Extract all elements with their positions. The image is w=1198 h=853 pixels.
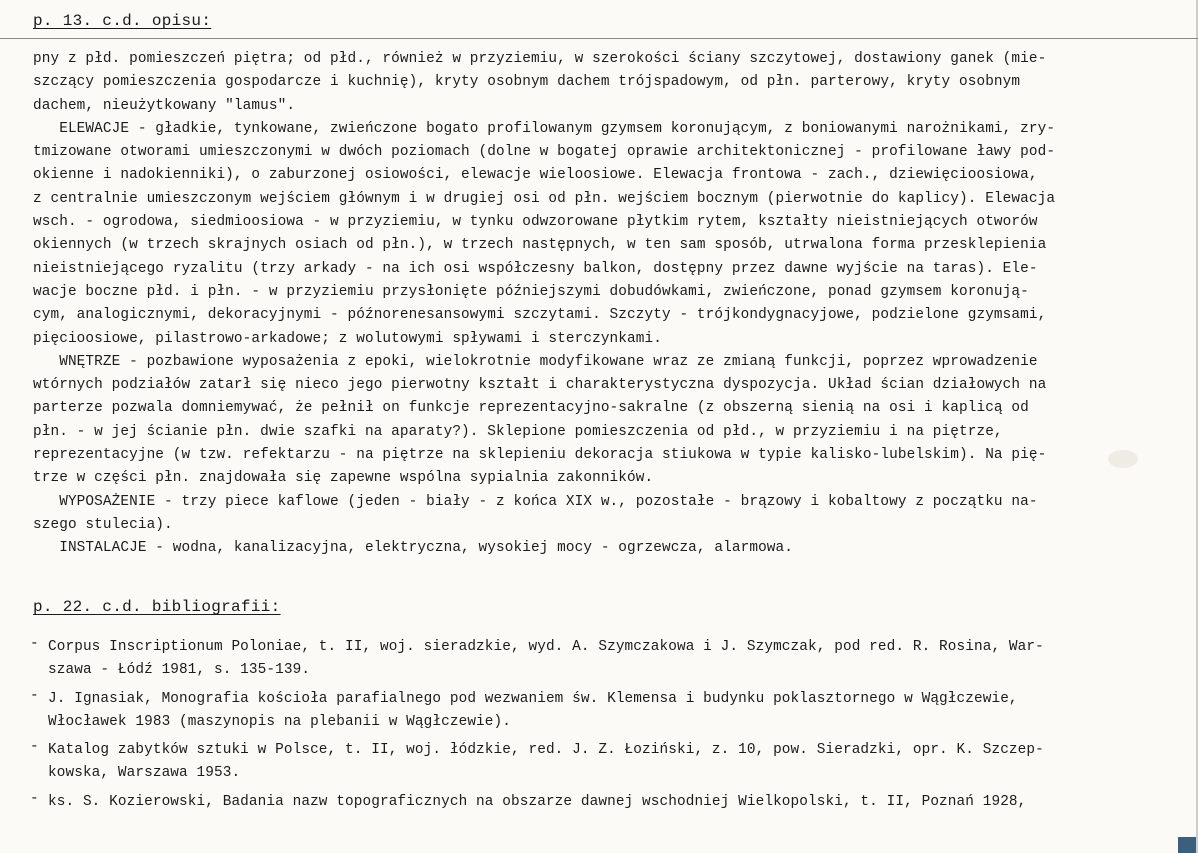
text-line: reprezentacyjne (w tzw. refektarzu - na piętrze na sklepieniu dekoracja stiukowa w typie kalisko-lubelskim). Na pię- xyxy=(33,447,1047,464)
text-line: z centralnie umieszczonym wejściem głównym i w drugiej osi od płn. wejściem bocznym (pierwotnie do kaplicy). Elewacja xyxy=(33,190,1056,207)
bibliography-item xyxy=(30,636,1180,683)
paper-smudge xyxy=(1108,450,1138,468)
bullet-dash: - xyxy=(30,636,39,652)
bibliography-item xyxy=(30,688,1180,735)
text-line: szczący pomieszczenia gospodarcze i kuchnię), kryty osobnym dachem trójspadowym, od płn. parterowy, kryty osobnym xyxy=(33,74,1021,91)
text-line: wtórnych podziałów zatarł się nieco jego pierwotny kształt i charakterystyczna dyspozycja. Układ ścian działowych na xyxy=(33,377,1047,394)
bibliography-header: p. 22. c.d. bibliografii: xyxy=(33,598,281,616)
text-line: INSTALACJE - wodna, kanalizacyjna, elektryczna, wysokiej mocy - ogrzewcza, alarmowa. xyxy=(33,540,794,557)
text-line: dachem, nieużytkowany "lamus". xyxy=(33,97,296,114)
section-header: p. 13. c.d. opisu: xyxy=(33,12,212,30)
text-line: wacje boczne płd. i płn. - w przyziemiu przysłonięte późniejszymi dobudówkami, zwieńczone, ponad gzymsem koronują- xyxy=(33,283,1029,300)
description-body xyxy=(33,48,1173,561)
bibliography-line: Włocławek 1983 (maszynopis na plebanii w Wągłczewie). xyxy=(48,713,511,730)
bibliography-line: szawa - Łódź 1981, s. 135-139. xyxy=(48,662,311,679)
bibliography-list xyxy=(30,636,1180,819)
bibliography-item xyxy=(30,791,1180,814)
divider xyxy=(0,38,1198,39)
text-line: wsch. - ogrodowa, siedmioosiowa - w przyziemiu, w tynku odwzorowane płytkim rytem, kształty nieistniejących otworów xyxy=(33,214,1038,231)
bullet-dash: - xyxy=(30,687,39,704)
text-line: okienne i nadokienniki), o zaburzonej osiowości, elewacje wieloosiowe. Elewacja frontowa - zach., dziewięcioosiowa, xyxy=(33,167,1038,184)
bullet-dash: - xyxy=(30,790,39,807)
bibliography-line: J. Ignasiak, Monografia kościoła parafialnego pod wezwaniem św. Klemensa i budynku poklasztornego w Wągłczewie, xyxy=(48,690,1018,707)
bullet-dash: - xyxy=(30,739,39,756)
text-line: pięcioosiowe, pilastrowo-arkadowe; z wolutowymi spływami i sterczynkami. xyxy=(33,330,662,347)
bibliography-line: kowska, Warszawa 1953. xyxy=(48,765,241,782)
bibliography-line: ks. S. Kozierowski, Badania nazw topograficznych na obszarze dawnej wschodniej Wielkopolski, t. II, Poznań 1928, xyxy=(48,793,1027,810)
corner-marker xyxy=(1178,837,1196,853)
text-line: ELEWACJE - gładkie, tynkowane, zwieńczone bogato profilowanym gzymsem koronującym, z boniowanymi narożnikami, zry- xyxy=(33,120,1056,137)
text-line: nieistniejącego ryzalitu (trzy arkady - na ich osi współczesny balkon, dostępny przez dawne wyjście na taras). Ele- xyxy=(33,260,1038,277)
text-line: cym, analogicznymi, dekoracyjnymi - późnorenesansowymi szczytami. Szczyty - trójkondygnacyjowe, podzielone gzymsami, xyxy=(33,307,1047,324)
bibliography-line: Katalog zabytków sztuki w Polsce, t. II, woj. łódzkie, red. J. Z. Łoziński, z. 10, pow. Sieradzki, opr. K. Szczep- xyxy=(48,742,1044,759)
text-line: WNĘTRZE - pozbawione wyposażenia z epoki, wielokrotnie modyfikowane wraz ze zmianą funkcji, poprzez wprowadzenie xyxy=(33,353,1038,370)
text-line: okiennych (w trzech skrajnych osiach od płn.), w trzech następnych, w ten sam sposób, utrwalona forma przesklepienia xyxy=(33,237,1047,254)
text-line: WYPOSAŻENIE - trzy piece kaflowe (jeden - biały - z końca XIX w., pozostałe - brązowy i kobaltowy z początku na- xyxy=(33,493,1038,510)
bibliography-line: Corpus Inscriptionum Poloniae, t. II, woj. sieradzkie, wyd. A. Szymczakowa i J. Szymczak, pod red. R. Rosina, War- xyxy=(48,639,1044,655)
text-line: pny z płd. pomieszczeń piętra; od płd., również w przyziemiu, w szerokości ściany szczytowej, dostawiony ganek (mie- xyxy=(33,51,1047,67)
text-line: szego stulecia). xyxy=(33,516,173,533)
bibliography-item xyxy=(30,739,1180,786)
text-line: parterze pozwala domniemywać, że pełnił on funkcje reprezentacyjno-sakralne (z obszerną sienią na osi i kaplicą od xyxy=(33,400,1029,417)
text-line: tmizowane otworami umieszczonymi w dwóch poziomach (dolne w bogatej oprawie architektonicznej - profilowane ławy pod- xyxy=(33,144,1056,161)
text-line: trze w części płn. znajdowała się zapewne wspólna sypialnia zakonników. xyxy=(33,470,654,487)
text-line: płn. - w jej ścianie płn. dwie szafki na aparaty?). Sklepione pomieszczenia od płd., w przyziemiu i na piętrze, xyxy=(33,423,1003,440)
